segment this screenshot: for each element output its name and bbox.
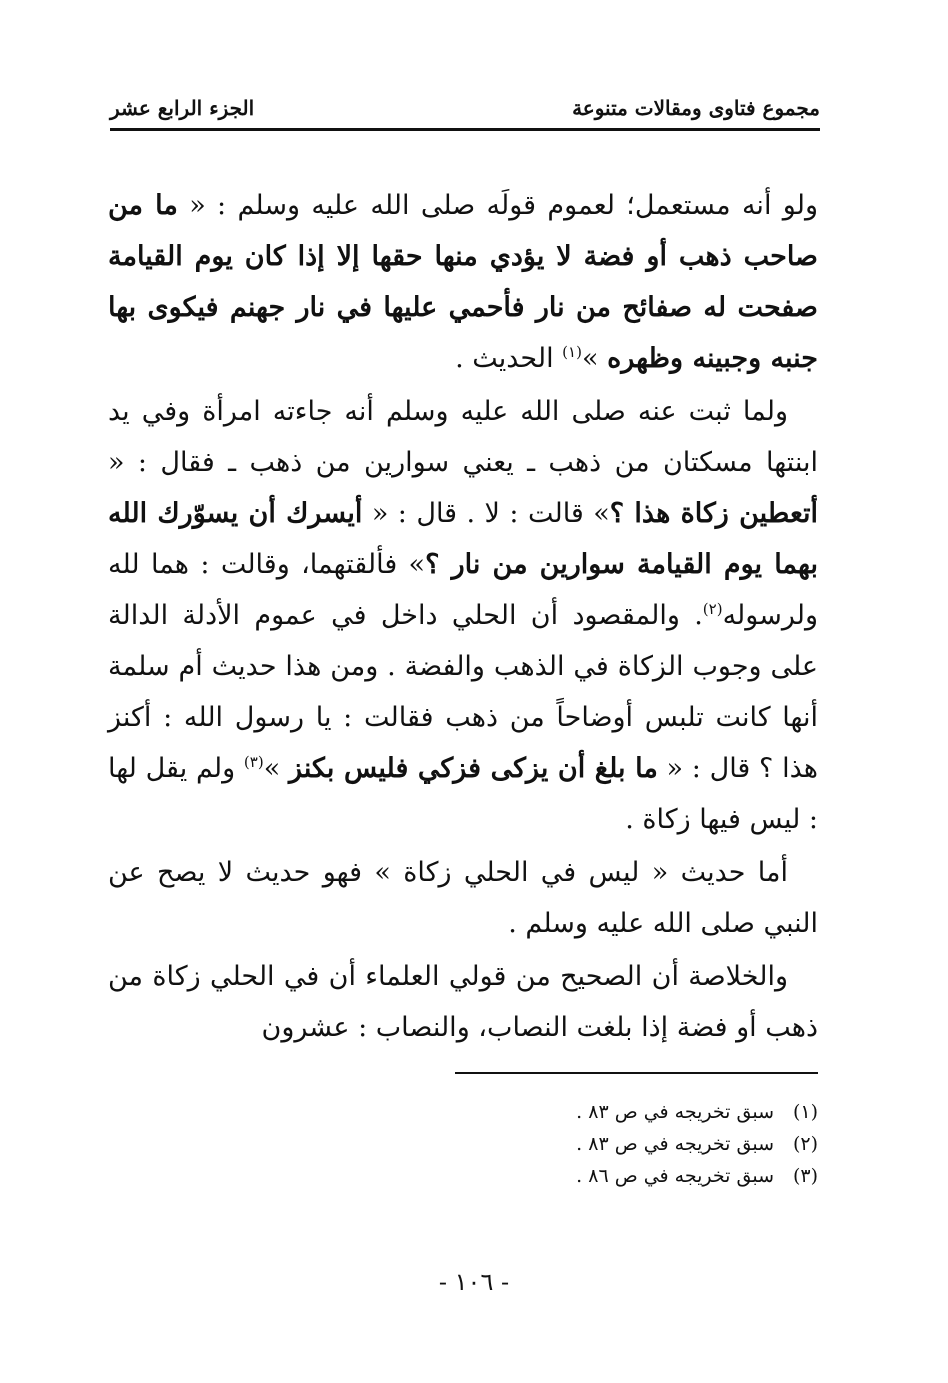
text-run: » قالت : لا . قال : « — [362, 498, 610, 529]
text-run: الحديث . — [455, 343, 563, 374]
footnote-number: (١) — [792, 1101, 818, 1123]
footnote — [398, 1096, 818, 1128]
footnote-text: سبق تخريجه في ص ٨٣ . — [576, 1133, 774, 1155]
paragraph — [108, 386, 818, 845]
text-run: » — [263, 753, 289, 784]
header-divider — [110, 128, 820, 131]
footnote-text: سبق تخريجه في ص ٨٣ . — [576, 1101, 774, 1123]
footnote — [398, 1128, 818, 1160]
text-run: ولم يقل لها : ليس فيها زكاة . — [108, 753, 818, 835]
text-run: ولو أنه مستعمل؛ لعموم قولَه صلى الله عليه وسلم : « — [177, 190, 818, 221]
footnote-ref: (٣) — [243, 753, 264, 771]
running-header — [110, 96, 820, 126]
hadith-quote: ما من صاحب ذهب أو فضة لا يؤدي منها حقها إلا إذا كان يوم القيامة صفحت له صفائح من نار فأحمي عليها في نار جهنم فيكوى بها جنبه وجبينه وظهره — [108, 190, 818, 374]
hadith-quote: أتعطين زكاة هذا ؟ — [609, 498, 818, 529]
text-run: ولما ثبت عنه صلى الله عليه وسلم أنه جاءته امرأة وفي يد ابنتها مسكتان من ذهب ـ يعني سوارين من ذهب ـ فقال : « — [108, 396, 818, 478]
footnote-ref: (٢) — [702, 600, 723, 618]
paragraph — [108, 847, 818, 949]
hadith-quote: أيسرك أن يسوّرك الله بهما يوم القيامة سوارين من نار ؟ — [108, 498, 818, 580]
footnote-number: (٢) — [792, 1133, 818, 1155]
footnote-divider — [455, 1072, 818, 1074]
text-run: والخلاصة أن الصحيح من قولي العلماء أن في الحلي زكاة من ذهب أو فضة إذا بلغت النصاب، والنصاب : عشرون — [108, 961, 818, 1043]
footnotes — [398, 1096, 818, 1192]
book-title: مجموع فتاوى ومقالات متنوعة — [572, 96, 820, 120]
body-text — [108, 180, 818, 1055]
footnote — [398, 1160, 818, 1192]
text-run: » فألقتهما، وقالت : هما لله ولرسوله — [108, 549, 818, 631]
footnote-text: سبق تخريجه في ص ٨٦ . — [576, 1165, 774, 1187]
text-run: » — [581, 343, 608, 374]
paragraph — [108, 951, 818, 1053]
text-run: . والمقصود أن الحلي داخل في عموم الأدلة الدالة على وجوب الزكاة في الذهب والفضة . ومن هذا حديث أم سلمة أنها كانت تلبس أوضاحاً من ذهب فقالت : يا رسول الله : أكنز هذا ؟ قال : « — [108, 600, 819, 784]
footnote-number: (٣) — [792, 1165, 818, 1187]
footnote-ref: (١) — [562, 343, 582, 361]
hadith-quote: ما بلغ أن يزكى فزكي فليس بكنز — [288, 753, 658, 784]
volume-label: الجزء الرابع عشر — [110, 96, 255, 120]
paragraph — [108, 180, 818, 384]
page-number: - ١٠٦ - — [438, 1268, 510, 1296]
text-run: أما حديث « ليس في الحلي زكاة » فهو حديث لا يصح عن النبي صلى الله عليه وسلم . — [108, 857, 818, 939]
